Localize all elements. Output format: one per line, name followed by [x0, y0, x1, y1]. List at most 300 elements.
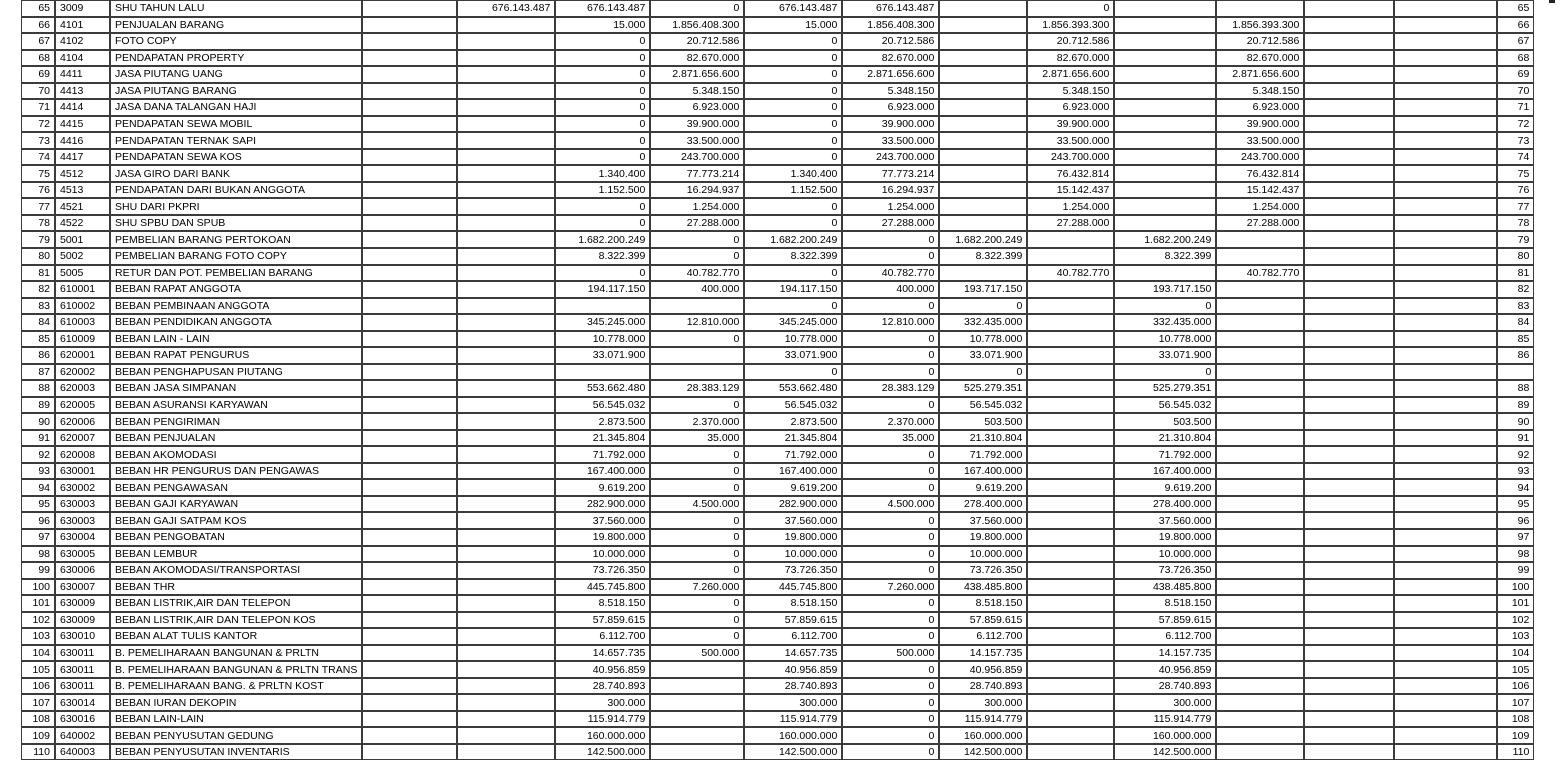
- cell-amount-5-credit: 0: [842, 397, 939, 414]
- cell-row-number-left: 108: [21, 711, 55, 728]
- cell-row-number-right: 69: [1497, 66, 1534, 83]
- cell-amount-2-debit: 160.000.000: [555, 727, 650, 744]
- cell-row-number-right: 65: [1497, 0, 1534, 17]
- cell-amount-11: [1394, 727, 1497, 744]
- table-row: [21, 347, 1534, 364]
- cell-account-code: 4101: [55, 17, 110, 34]
- cell-account-name: PENJUALAN BARANG: [110, 17, 362, 34]
- cell-amount-10: [1304, 198, 1394, 215]
- cell-row-number-left: 85: [21, 331, 55, 348]
- cell-amount-1: [457, 397, 555, 414]
- cell-amount-7-credit: [1027, 446, 1114, 463]
- cell-row-number-left: 83: [21, 298, 55, 315]
- cell-amount-8-debit: 167.400.000: [1114, 463, 1216, 480]
- cell-row-number-left: 74: [21, 149, 55, 166]
- cell-account-code: 630001: [55, 463, 110, 480]
- cell-row-number-left: 100: [21, 579, 55, 596]
- cell-amount-2-debit: 28.740.893: [555, 678, 650, 695]
- cell-account-name: BEBAN ALAT TULIS KANTOR: [110, 628, 362, 645]
- cell-amount-5-credit: 2.370.000: [842, 413, 939, 430]
- cell-amount-9-credit: [1216, 430, 1304, 447]
- cell-amount-7-credit: [1027, 727, 1114, 744]
- table-row: [21, 678, 1534, 695]
- cell-amount-8-debit: [1114, 182, 1216, 199]
- cell-account-code: 4104: [55, 50, 110, 67]
- table-row: [21, 628, 1534, 645]
- cell-amount-11: [1394, 628, 1497, 645]
- table-row: [21, 661, 1534, 678]
- cell-amount-5-credit: 0: [842, 694, 939, 711]
- cell-amount-11: [1394, 661, 1497, 678]
- cell-account-name: JASA GIRO DARI BANK: [110, 165, 362, 182]
- cell-amount-6-debit: [939, 66, 1027, 83]
- cell-amount-4-debit: 9.619.200: [744, 479, 842, 496]
- cell-blank-column: [362, 248, 457, 265]
- cell-amount-11: [1394, 265, 1497, 282]
- cell-amount-10: [1304, 298, 1394, 315]
- cell-amount-1: [457, 463, 555, 480]
- cell-amount-6-debit: [939, 50, 1027, 67]
- table-row: [21, 99, 1534, 116]
- cell-amount-2-debit: 1.152.500: [555, 182, 650, 199]
- cell-account-name: PEMBELIAN BARANG PERTOKOAN: [110, 231, 362, 248]
- cell-amount-5-credit: 0: [842, 298, 939, 315]
- cell-amount-7-credit: [1027, 711, 1114, 728]
- cell-amount-9-credit: [1216, 496, 1304, 513]
- table-row: [21, 727, 1534, 744]
- cell-amount-3-credit: 0: [650, 397, 744, 414]
- cell-amount-2-debit: 0: [555, 99, 650, 116]
- cell-amount-4-debit: 300.000: [744, 694, 842, 711]
- cell-account-name: JASA PIUTANG UANG: [110, 66, 362, 83]
- table-row: [21, 397, 1534, 414]
- cell-account-code: 630011: [55, 678, 110, 695]
- cell-row-number-right: 70: [1497, 83, 1534, 100]
- cell-amount-7-credit: [1027, 496, 1114, 513]
- cell-account-code: 610001: [55, 281, 110, 298]
- cell-amount-8-debit: [1114, 66, 1216, 83]
- cell-amount-1: [457, 198, 555, 215]
- cell-amount-8-debit: 33.071.900: [1114, 347, 1216, 364]
- cell-amount-9-credit: [1216, 397, 1304, 414]
- cell-amount-4-debit: 1.152.500: [744, 182, 842, 199]
- cell-amount-3-credit: [650, 347, 744, 364]
- cell-row-number-right: 91: [1497, 430, 1534, 447]
- cell-amount-8-debit: 21.310.804: [1114, 430, 1216, 447]
- cell-amount-1: [457, 446, 555, 463]
- cell-account-code: 4411: [55, 66, 110, 83]
- cell-amount-2-debit: 8.518.150: [555, 595, 650, 612]
- cell-amount-1: [457, 496, 555, 513]
- cell-amount-7-credit: 2.871.656.600: [1027, 66, 1114, 83]
- cell-amount-2-debit: 676.143.487: [555, 0, 650, 17]
- cell-amount-1: [457, 182, 555, 199]
- cell-row-number-right: 86: [1497, 347, 1534, 364]
- cell-amount-4-debit: 1.682.200.249: [744, 231, 842, 248]
- cell-amount-11: [1394, 66, 1497, 83]
- cell-blank-column: [362, 231, 457, 248]
- cell-blank-column: [362, 66, 457, 83]
- cell-amount-10: [1304, 744, 1394, 761]
- cell-amount-1: [457, 215, 555, 232]
- cell-amount-8-debit: [1114, 83, 1216, 100]
- cell-amount-4-debit: 0: [744, 50, 842, 67]
- cell-amount-3-credit: 0: [650, 562, 744, 579]
- cell-amount-7-credit: [1027, 661, 1114, 678]
- cell-amount-9-credit: 27.288.000: [1216, 215, 1304, 232]
- cell-blank-column: [362, 694, 457, 711]
- cell-amount-9-credit: [1216, 298, 1304, 315]
- cell-amount-10: [1304, 694, 1394, 711]
- cell-amount-5-credit: 2.871.656.600: [842, 66, 939, 83]
- cell-amount-8-debit: 37.560.000: [1114, 512, 1216, 529]
- cell-amount-4-debit: 33.071.900: [744, 347, 842, 364]
- cell-amount-10: [1304, 380, 1394, 397]
- cell-row-number-left: 92: [21, 446, 55, 463]
- cell-amount-5-credit: 500.000: [842, 645, 939, 662]
- cell-amount-7-credit: [1027, 380, 1114, 397]
- cell-amount-1: [457, 430, 555, 447]
- cell-amount-9-credit: [1216, 479, 1304, 496]
- cell-amount-3-credit: 6.923.000: [650, 99, 744, 116]
- cell-amount-2-debit: 21.345.804: [555, 430, 650, 447]
- cell-amount-1: [457, 562, 555, 579]
- cell-amount-6-debit: [939, 17, 1027, 34]
- cell-amount-9-credit: [1216, 512, 1304, 529]
- cell-amount-4-debit: 0: [744, 99, 842, 116]
- cell-amount-4-debit: 73.726.350: [744, 562, 842, 579]
- cell-amount-5-credit: 0: [842, 546, 939, 563]
- cell-amount-8-debit: 438.485.800: [1114, 579, 1216, 596]
- cell-blank-column: [362, 446, 457, 463]
- cell-amount-8-debit: [1114, 50, 1216, 67]
- cell-row-number-right: 90: [1497, 413, 1534, 430]
- cell-account-code: 4513: [55, 182, 110, 199]
- table-row: [21, 645, 1534, 662]
- cell-amount-4-debit: 57.859.615: [744, 612, 842, 629]
- cell-amount-7-credit: [1027, 645, 1114, 662]
- cell-amount-5-credit: 400.000: [842, 281, 939, 298]
- cell-amount-4-debit: 8.322.399: [744, 248, 842, 265]
- cell-amount-6-debit: 167.400.000: [939, 463, 1027, 480]
- cell-row-number-right: 81: [1497, 265, 1534, 282]
- cell-row-number-left: 66: [21, 17, 55, 34]
- cell-amount-3-credit: 0: [650, 529, 744, 546]
- cell-amount-8-debit: 71.792.000: [1114, 446, 1216, 463]
- cell-row-number-right: 82: [1497, 281, 1534, 298]
- cell-amount-9-credit: 243.700.000: [1216, 149, 1304, 166]
- cell-amount-11: [1394, 546, 1497, 563]
- cell-row-number-right: 89: [1497, 397, 1534, 414]
- cell-amount-7-credit: 82.670.000: [1027, 50, 1114, 67]
- cell-amount-4-debit: 1.340.400: [744, 165, 842, 182]
- cell-amount-6-debit: 71.792.000: [939, 446, 1027, 463]
- cell-amount-10: [1304, 314, 1394, 331]
- cell-amount-1: [457, 529, 555, 546]
- cell-amount-6-debit: [939, 99, 1027, 116]
- cell-amount-10: [1304, 678, 1394, 695]
- cell-amount-4-debit: 0: [744, 298, 842, 315]
- cell-account-name: BEBAN LISTRIK,AIR DAN TELEPON KOS: [110, 612, 362, 629]
- cell-amount-4-debit: 194.117.150: [744, 281, 842, 298]
- cell-amount-8-debit: 14.157.735: [1114, 645, 1216, 662]
- cell-amount-2-debit: 0: [555, 66, 650, 83]
- cell-amount-11: [1394, 17, 1497, 34]
- cell-amount-2-debit: 553.662.480: [555, 380, 650, 397]
- cell-amount-5-credit: 243.700.000: [842, 149, 939, 166]
- cell-amount-1: [457, 66, 555, 83]
- cell-row-number-right: 67: [1497, 33, 1534, 50]
- cell-amount-6-debit: [939, 83, 1027, 100]
- cell-amount-10: [1304, 397, 1394, 414]
- cell-amount-9-credit: [1216, 546, 1304, 563]
- cell-amount-8-debit: [1114, 17, 1216, 34]
- cell-amount-6-debit: 0: [939, 298, 1027, 315]
- cell-amount-2-debit: 115.914.779: [555, 711, 650, 728]
- cell-amount-7-credit: [1027, 744, 1114, 761]
- cell-account-name: PENDAPATAN TERNAK SAPI: [110, 132, 362, 149]
- cell-amount-10: [1304, 430, 1394, 447]
- cell-amount-9-credit: 1.856.393.300: [1216, 17, 1304, 34]
- cell-row-number-right: 73: [1497, 132, 1534, 149]
- cell-account-name: PENDAPATAN DARI BUKAN ANGGOTA: [110, 182, 362, 199]
- cell-account-name: BEBAN JASA SIMPANAN: [110, 380, 362, 397]
- cell-row-number-left: 84: [21, 314, 55, 331]
- cell-amount-1: [457, 579, 555, 596]
- cell-account-name: BEBAN RAPAT ANGGOTA: [110, 281, 362, 298]
- cell-amount-9-credit: 82.670.000: [1216, 50, 1304, 67]
- cell-amount-6-debit: 56.545.032: [939, 397, 1027, 414]
- cell-amount-8-debit: 73.726.350: [1114, 562, 1216, 579]
- cell-amount-11: [1394, 562, 1497, 579]
- cell-blank-column: [362, 347, 457, 364]
- cell-account-code: 630003: [55, 512, 110, 529]
- cell-amount-4-debit: 19.800.000: [744, 529, 842, 546]
- cell-amount-4-debit: 115.914.779: [744, 711, 842, 728]
- table-row: [21, 165, 1534, 182]
- cell-row-number-left: 95: [21, 496, 55, 513]
- cell-amount-3-credit: 1.254.000: [650, 198, 744, 215]
- cell-amount-6-debit: [939, 215, 1027, 232]
- cell-blank-column: [362, 380, 457, 397]
- cell-amount-2-debit: 0: [555, 132, 650, 149]
- cell-amount-4-debit: 56.545.032: [744, 397, 842, 414]
- cell-amount-7-credit: 6.923.000: [1027, 99, 1114, 116]
- cell-blank-column: [362, 727, 457, 744]
- cell-row-number-right: 83: [1497, 298, 1534, 315]
- cell-row-number-left: 102: [21, 612, 55, 629]
- cell-amount-9-credit: [1216, 595, 1304, 612]
- cell-account-code: 630007: [55, 579, 110, 596]
- cell-amount-4-debit: 0: [744, 66, 842, 83]
- cell-row-number-left: 82: [21, 281, 55, 298]
- cell-amount-8-debit: 525.279.351: [1114, 380, 1216, 397]
- cell-row-number-left: 65: [21, 0, 55, 17]
- cell-row-number-right: 104: [1497, 645, 1534, 662]
- cell-account-code: 630005: [55, 546, 110, 563]
- cell-amount-6-debit: 438.485.800: [939, 579, 1027, 596]
- cell-blank-column: [362, 265, 457, 282]
- cell-amount-5-credit: 0: [842, 678, 939, 695]
- cell-amount-3-credit: 0: [650, 463, 744, 480]
- table-row: [21, 694, 1534, 711]
- cell-amount-1: [457, 694, 555, 711]
- cell-row-number-right: 68: [1497, 50, 1534, 67]
- cell-amount-3-credit: [650, 711, 744, 728]
- cell-account-code: 620005: [55, 397, 110, 414]
- cell-amount-5-credit: 0: [842, 628, 939, 645]
- cell-row-number-left: 99: [21, 562, 55, 579]
- cell-row-number-right: [1497, 364, 1534, 381]
- cell-amount-10: [1304, 529, 1394, 546]
- cell-amount-6-debit: 57.859.615: [939, 612, 1027, 629]
- cell-amount-4-debit: 10.000.000: [744, 546, 842, 563]
- cell-amount-11: [1394, 298, 1497, 315]
- cell-amount-4-debit: 10.778.000: [744, 331, 842, 348]
- cell-row-number-right: 92: [1497, 446, 1534, 463]
- cell-amount-3-credit: 0: [650, 628, 744, 645]
- cell-amount-5-credit: 28.383.129: [842, 380, 939, 397]
- cell-account-name: B. PEMELIHARAAN BANGUNAN & PRLTN TRANS: [110, 661, 362, 678]
- cell-amount-2-debit: 9.619.200: [555, 479, 650, 496]
- cell-amount-5-credit: 0: [842, 529, 939, 546]
- cell-amount-8-debit: [1114, 265, 1216, 282]
- cell-account-name: B. PEMELIHARAAN BANGUNAN & PRLTN: [110, 645, 362, 662]
- cell-blank-column: [362, 661, 457, 678]
- cell-blank-column: [362, 645, 457, 662]
- cell-amount-10: [1304, 727, 1394, 744]
- cell-amount-5-credit: 0: [842, 248, 939, 265]
- cell-amount-8-debit: 19.800.000: [1114, 529, 1216, 546]
- cell-amount-4-debit: 71.792.000: [744, 446, 842, 463]
- cell-amount-10: [1304, 149, 1394, 166]
- cell-amount-4-debit: 142.500.000: [744, 744, 842, 761]
- table-row: [21, 149, 1534, 166]
- cell-amount-2-debit: 194.117.150: [555, 281, 650, 298]
- cell-amount-1: [457, 99, 555, 116]
- cell-row-number-left: 70: [21, 83, 55, 100]
- cell-amount-11: [1394, 529, 1497, 546]
- cell-amount-11: [1394, 182, 1497, 199]
- cell-amount-6-debit: 300.000: [939, 694, 1027, 711]
- cell-amount-11: [1394, 463, 1497, 480]
- cell-row-number-left: 76: [21, 182, 55, 199]
- cell-amount-11: [1394, 512, 1497, 529]
- cell-amount-11: [1394, 83, 1497, 100]
- cell-amount-5-credit: 1.254.000: [842, 198, 939, 215]
- cell-account-code: 4415: [55, 116, 110, 133]
- cell-blank-column: [362, 678, 457, 695]
- cell-amount-8-debit: 278.400.000: [1114, 496, 1216, 513]
- cell-amount-3-credit: 2.370.000: [650, 413, 744, 430]
- cell-amount-1: [457, 281, 555, 298]
- cell-account-name: BEBAN AKOMODASI/TRANSPORTASI: [110, 562, 362, 579]
- cell-amount-2-debit: 282.900.000: [555, 496, 650, 513]
- cell-amount-11: [1394, 149, 1497, 166]
- cell-amount-2-debit: [555, 298, 650, 315]
- cell-amount-3-credit: 28.383.129: [650, 380, 744, 397]
- cell-amount-10: [1304, 628, 1394, 645]
- worksheet-table-body: [21, 0, 1534, 760]
- cell-blank-column: [362, 546, 457, 563]
- cell-row-number-left: 71: [21, 99, 55, 116]
- cell-blank-column: [362, 430, 457, 447]
- cell-amount-7-credit: [1027, 281, 1114, 298]
- cell-amount-6-debit: 525.279.351: [939, 380, 1027, 397]
- cell-account-name: SHU SPBU DAN SPUB: [110, 215, 362, 232]
- cell-amount-11: [1394, 215, 1497, 232]
- table-row: [21, 298, 1534, 315]
- cell-amount-4-debit: 0: [744, 265, 842, 282]
- cell-amount-2-debit: 0: [555, 265, 650, 282]
- cell-account-name: BEBAN RAPAT PENGURUS: [110, 347, 362, 364]
- cell-amount-5-credit: 0: [842, 661, 939, 678]
- cell-amount-3-credit: 33.500.000: [650, 132, 744, 149]
- cell-amount-11: [1394, 645, 1497, 662]
- cell-amount-5-credit: 0: [842, 364, 939, 381]
- cell-amount-6-debit: 9.619.200: [939, 479, 1027, 496]
- cell-account-code: 4417: [55, 149, 110, 166]
- cell-amount-3-credit: 0: [650, 231, 744, 248]
- cell-row-number-right: 71: [1497, 99, 1534, 116]
- cell-amount-1: [457, 661, 555, 678]
- table-row: [21, 463, 1534, 480]
- cell-amount-6-debit: 10.000.000: [939, 546, 1027, 563]
- cell-amount-3-credit: [650, 678, 744, 695]
- cell-amount-9-credit: [1216, 314, 1304, 331]
- cell-amount-3-credit: 40.782.770: [650, 265, 744, 282]
- table-row: [21, 50, 1534, 67]
- cell-amount-2-debit: 300.000: [555, 694, 650, 711]
- cell-amount-10: [1304, 215, 1394, 232]
- cell-amount-1: [457, 727, 555, 744]
- cell-account-code: 610002: [55, 298, 110, 315]
- cell-row-number-left: 87: [21, 364, 55, 381]
- cell-amount-9-credit: 76.432.814: [1216, 165, 1304, 182]
- cell-account-code: 630011: [55, 661, 110, 678]
- cell-amount-5-credit: 0: [842, 595, 939, 612]
- cell-amount-4-debit: 0: [744, 149, 842, 166]
- cell-amount-11: [1394, 612, 1497, 629]
- cell-account-code: 620007: [55, 430, 110, 447]
- cell-amount-5-credit: 0: [842, 331, 939, 348]
- cell-amount-6-debit: 8.518.150: [939, 595, 1027, 612]
- cell-blank-column: [362, 281, 457, 298]
- cell-amount-2-debit: 40.956.859: [555, 661, 650, 678]
- cell-amount-6-debit: 73.726.350: [939, 562, 1027, 579]
- cell-amount-9-credit: 33.500.000: [1216, 132, 1304, 149]
- cell-amount-2-debit: 0: [555, 33, 650, 50]
- cell-blank-column: [362, 496, 457, 513]
- cell-amount-8-debit: 56.545.032: [1114, 397, 1216, 414]
- cell-amount-3-credit: 0: [650, 479, 744, 496]
- cell-amount-7-credit: [1027, 678, 1114, 695]
- cell-amount-1: [457, 116, 555, 133]
- cell-amount-11: [1394, 165, 1497, 182]
- cell-row-number-right: 110: [1497, 744, 1534, 761]
- cell-row-number-right: 79: [1497, 231, 1534, 248]
- cell-amount-1: [457, 612, 555, 629]
- cell-amount-3-credit: 243.700.000: [650, 149, 744, 166]
- cell-amount-5-credit: 39.900.000: [842, 116, 939, 133]
- cell-blank-column: [362, 744, 457, 761]
- cell-amount-2-debit: 445.745.800: [555, 579, 650, 596]
- cell-amount-3-credit: 5.348.150: [650, 83, 744, 100]
- table-row: [21, 380, 1534, 397]
- cell-amount-2-debit: 71.792.000: [555, 446, 650, 463]
- cell-amount-2-debit: 56.545.032: [555, 397, 650, 414]
- cell-blank-column: [362, 397, 457, 414]
